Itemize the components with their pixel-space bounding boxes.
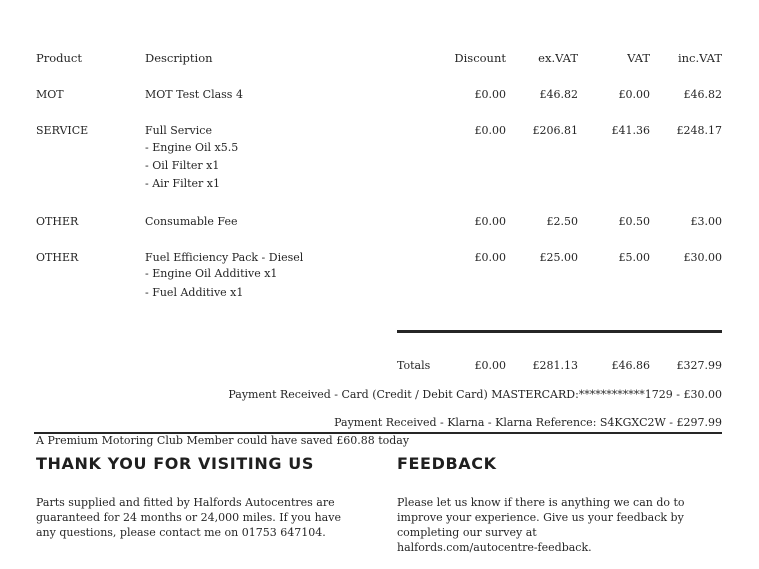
column-header-vat: VAT: [627, 51, 650, 65]
row-3-incvat: £3.00: [690, 215, 722, 228]
row-3-exvat: £2.50: [546, 215, 578, 228]
row-4-subitem: - Fuel Additive x1: [145, 286, 244, 299]
row-4-incvat: £30.00: [683, 251, 722, 264]
row-4-description: Fuel Efficiency Pack - Diesel: [145, 251, 304, 264]
totals-incvat: £327.99: [676, 359, 722, 372]
column-header-discount: Discount: [454, 51, 506, 65]
column-header-incvat: inc.VAT: [677, 51, 722, 65]
payment-card-line: Payment Received - Card (Credit / Debit Card) MASTERCARD:************1729 - £30.00: [228, 388, 722, 401]
feedback-heading: FEEDBACK: [397, 454, 497, 473]
row-2-subitem: - Oil Filter x1: [145, 159, 220, 172]
row-2-product: SERVICE: [36, 124, 89, 137]
feedback-line: completing our survey at: [397, 526, 537, 539]
row-4-vat: £5.00: [618, 251, 650, 264]
thank-you-text: [36, 495, 341, 540]
thank-you-heading: THANK YOU FOR VISITING US: [36, 454, 314, 473]
column-header-product: Product: [36, 51, 82, 65]
totals-discount: £0.00: [474, 359, 506, 372]
top-border-fragment: [34, 0, 722, 4]
row-4-subitem: - Engine Oil Additive x1: [145, 267, 278, 280]
feedback-text: [397, 495, 685, 555]
row-3-description: Consumable Fee: [145, 215, 238, 228]
row-1-product: MOT: [36, 88, 64, 101]
row-1-incvat: £46.82: [683, 88, 722, 101]
row-1-exvat: £46.82: [539, 88, 578, 101]
row-1-description: MOT Test Class 4: [145, 88, 243, 101]
row-2-exvat: £206.81: [532, 124, 578, 137]
row-3-product: OTHER: [36, 215, 79, 228]
row-2-description: Full Service: [145, 124, 212, 137]
row-1-discount: £0.00: [474, 88, 506, 101]
row-4-exvat: £25.00: [539, 251, 578, 264]
row-2-vat: £41.36: [611, 124, 650, 137]
thank-you-line: any questions, please contact me on 01753 647104.: [36, 526, 326, 539]
row-2-subitem: - Air Filter x1: [145, 177, 220, 190]
column-header-description: Description: [145, 51, 213, 65]
totals-exvat: £281.13: [532, 359, 578, 372]
totals-vat: £46.86: [611, 359, 650, 372]
row-1-vat: £0.00: [618, 88, 650, 101]
payment-klarna-line: Payment Received - Klarna - Klarna Reference: S4KGXC2W - £297.99: [334, 416, 722, 429]
row-4-product: OTHER: [36, 251, 79, 264]
feedback-line: Please let us know if there is anything we can do to: [397, 496, 685, 509]
totals-label: Totals: [397, 359, 431, 372]
row-3-vat: £0.50: [618, 215, 650, 228]
thank-you-line: guaranteed for 24 months or 24,000 miles. If you have: [36, 511, 341, 524]
row-4-discount: £0.00: [474, 251, 506, 264]
feedback-line: improve your experience. Give us your feedback by: [397, 511, 684, 524]
row-2-discount: £0.00: [474, 124, 506, 137]
column-header-exvat: ex.VAT: [538, 51, 578, 65]
row-2-incvat: £248.17: [676, 124, 722, 137]
row-3-discount: £0.00: [474, 215, 506, 228]
feedback-link[interactable]: halfords.com/autocentre-feedback.: [397, 541, 592, 554]
thank-you-line: Parts supplied and fitted by Halfords Autocentres are: [36, 496, 335, 509]
row-2-subitem: - Engine Oil x5.5: [145, 141, 239, 154]
totals-divider: [397, 330, 722, 333]
member-savings-note: A Premium Motoring Club Member could have saved £60.88 today: [36, 434, 410, 447]
